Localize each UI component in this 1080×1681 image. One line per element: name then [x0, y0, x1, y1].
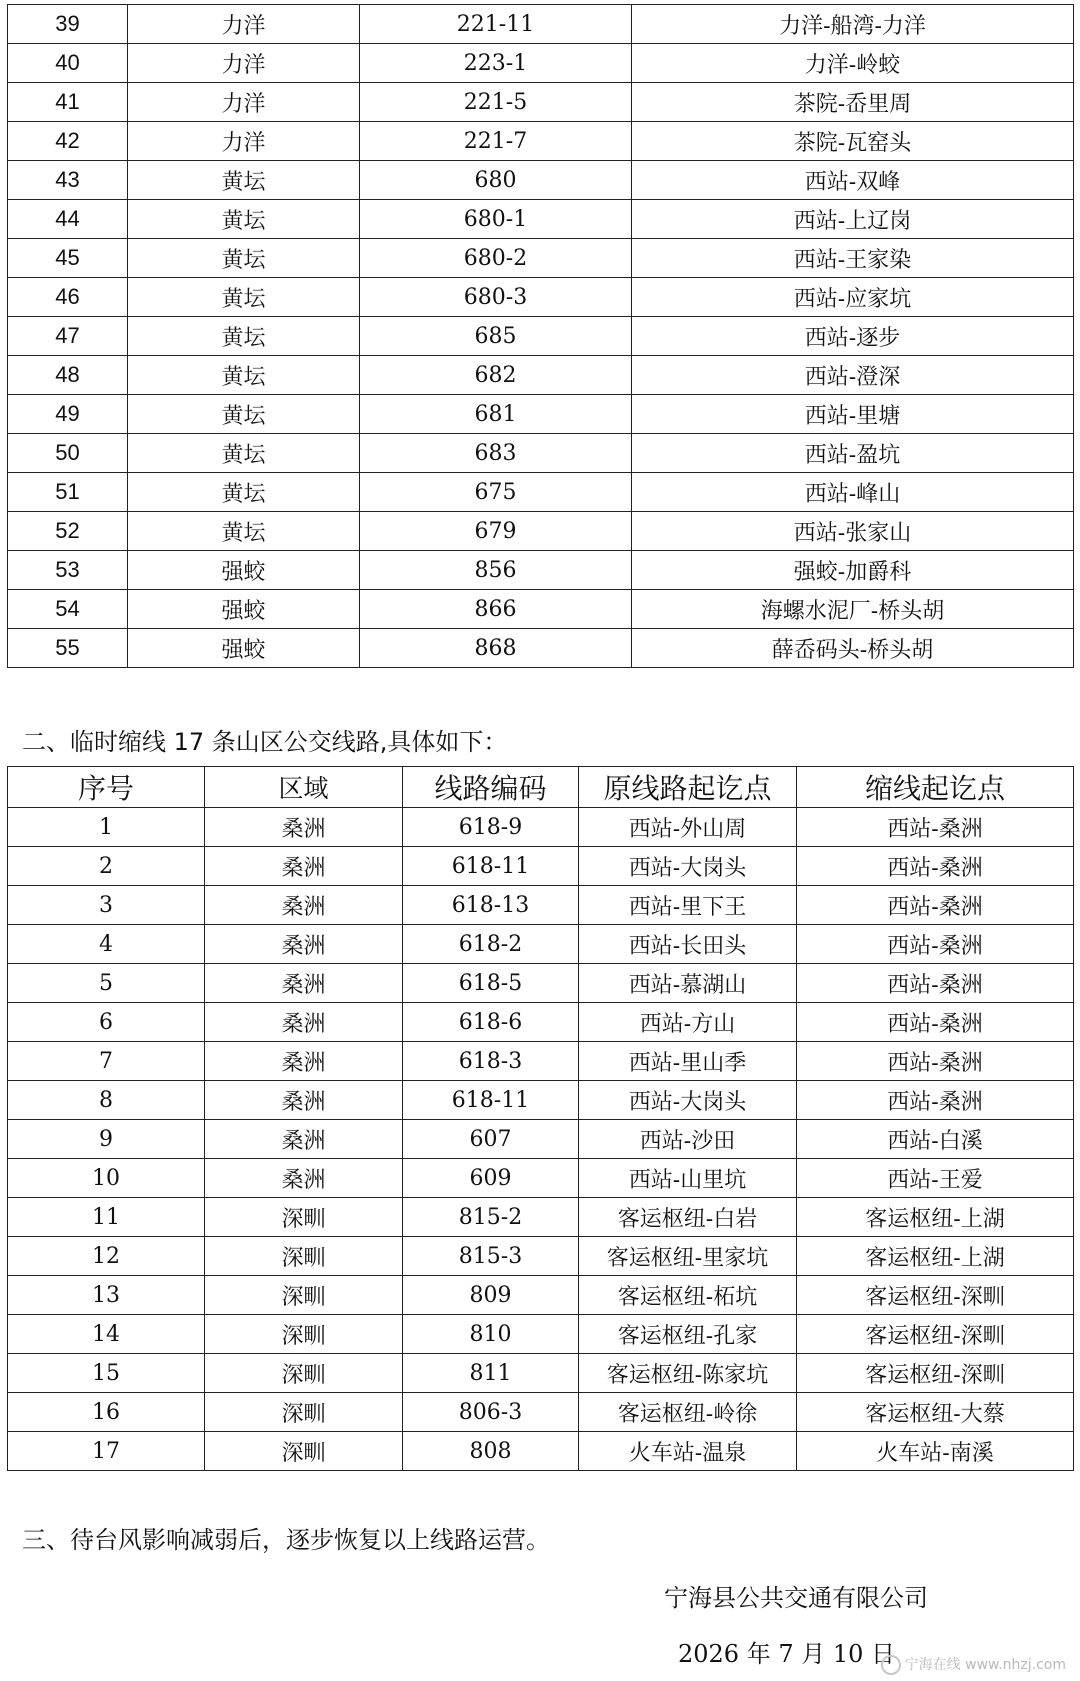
area-cell: 桑洲: [205, 964, 403, 1003]
route-code-cell: 815-3: [403, 1237, 579, 1276]
route-code-cell: 221-11: [360, 5, 632, 44]
endpoints-cell: 西站-里塘: [632, 395, 1074, 434]
original-endpoints-cell: 西站-外山周: [579, 808, 797, 847]
area-cell: 深甽: [205, 1198, 403, 1237]
route-code-cell: 682: [360, 356, 632, 395]
table-row: [8, 239, 1074, 278]
original-endpoints-cell: 火车站-温泉: [579, 1432, 797, 1471]
header-original-endpoints: 原线路起讫点: [579, 767, 797, 808]
header-shortened-endpoints: 缩线起讫点: [797, 767, 1074, 808]
endpoints-cell: 西站-盈坑: [632, 434, 1074, 473]
seq-cell: 7: [8, 1042, 205, 1081]
route-code-cell: 680-3: [360, 278, 632, 317]
seq-cell: 8: [8, 1081, 205, 1120]
original-endpoints-cell: 客运枢纽-里家坑: [579, 1237, 797, 1276]
area-cell: 桑洲: [205, 1159, 403, 1198]
route-code-cell: 618-11: [403, 1081, 579, 1120]
header-area: 区域: [205, 767, 403, 808]
area-cell: 黄坛: [128, 512, 360, 551]
area-cell: 黄坛: [128, 239, 360, 278]
table-row: [8, 161, 1074, 200]
area-cell: 黄坛: [128, 473, 360, 512]
area-cell: 力洋: [128, 83, 360, 122]
endpoints-cell: 西站-张家山: [632, 512, 1074, 551]
endpoints-cell: 西站-王家染: [632, 239, 1074, 278]
seq-cell: 5: [8, 964, 205, 1003]
endpoints-cell: 西站-澄深: [632, 356, 1074, 395]
table-row: [8, 1003, 1074, 1042]
header-route-code: 线路编码: [403, 767, 579, 808]
endpoints-cell: 茶院-瓦窑头: [632, 122, 1074, 161]
area-cell: 黄坛: [128, 395, 360, 434]
seq-cell: 40: [8, 44, 128, 83]
original-endpoints-cell: 客运枢纽-岭徐: [579, 1393, 797, 1432]
route-code-cell: 675: [360, 473, 632, 512]
area-cell: 黄坛: [128, 317, 360, 356]
area-cell: 桑洲: [205, 886, 403, 925]
shortened-endpoints-cell: 西站-桑洲: [797, 1003, 1074, 1042]
seq-cell: 15: [8, 1354, 205, 1393]
route-code-cell: 618-5: [403, 964, 579, 1003]
table-row: [8, 5, 1074, 44]
area-cell: 黄坛: [128, 161, 360, 200]
area-cell: 桑洲: [205, 1003, 403, 1042]
table-row: [8, 83, 1074, 122]
table-row: [8, 925, 1074, 964]
table-row: [8, 1354, 1074, 1393]
route-code-cell: 866: [360, 590, 632, 629]
route-table-continued: [7, 4, 1074, 668]
area-cell: 黄坛: [128, 200, 360, 239]
table-row: [8, 1120, 1074, 1159]
route-code-cell: 809: [403, 1276, 579, 1315]
route-code-cell: 806-3: [403, 1393, 579, 1432]
watermark-logo-icon: [881, 1655, 901, 1675]
seq-cell: 52: [8, 512, 128, 551]
table-row: [8, 1081, 1074, 1120]
seq-cell: 14: [8, 1315, 205, 1354]
section-3-text: 三、待台风影响减弱后，逐步恢复以上线路运营。: [22, 1526, 550, 1554]
shortened-endpoints-cell: 西站-桑洲: [797, 886, 1074, 925]
original-endpoints-cell: 客运枢纽-白岩: [579, 1198, 797, 1237]
seq-cell: 2: [8, 847, 205, 886]
area-cell: 深甽: [205, 1354, 403, 1393]
original-endpoints-cell: 西站-长田头: [579, 925, 797, 964]
route-code-cell: 815-2: [403, 1198, 579, 1237]
endpoints-cell: 西站-上辽岗: [632, 200, 1074, 239]
seq-cell: 6: [8, 1003, 205, 1042]
seq-cell: 47: [8, 317, 128, 356]
route-code-cell: 808: [403, 1432, 579, 1471]
shortened-endpoints-cell: 西站-桑洲: [797, 1081, 1074, 1120]
table-row: [8, 590, 1074, 629]
area-cell: 力洋: [128, 44, 360, 83]
area-cell: 黄坛: [128, 278, 360, 317]
route-table-body: [8, 5, 1074, 668]
table-row: [8, 512, 1074, 551]
seq-cell: 50: [8, 434, 128, 473]
watermark-text: 宁海在线 www.nhzj.com: [904, 1657, 1066, 1673]
area-cell: 强蛟: [128, 629, 360, 668]
area-cell: 力洋: [128, 5, 360, 44]
seq-cell: 49: [8, 395, 128, 434]
table-row: [8, 551, 1074, 590]
seq-cell: 17: [8, 1432, 205, 1471]
route-code-cell: 810: [403, 1315, 579, 1354]
seq-cell: 44: [8, 200, 128, 239]
route-code-cell: 609: [403, 1159, 579, 1198]
shortened-endpoints-cell: 客运枢纽-深甽: [797, 1276, 1074, 1315]
table-row: [8, 629, 1074, 668]
area-cell: 桑洲: [205, 925, 403, 964]
section-2-heading: 二、临时缩线 17 条山区公交线路,具体如下：: [22, 728, 508, 756]
area-cell: 桑洲: [205, 847, 403, 886]
shortened-endpoints-cell: 客运枢纽-上湖: [797, 1198, 1074, 1237]
seq-cell: 11: [8, 1198, 205, 1237]
route-code-cell: 618-2: [403, 925, 579, 964]
route-code-cell: 680-2: [360, 239, 632, 278]
seq-cell: 12: [8, 1237, 205, 1276]
shortened-endpoints-cell: 西站-桑洲: [797, 808, 1074, 847]
seq-cell: 54: [8, 590, 128, 629]
table-row: [8, 1198, 1074, 1237]
seq-cell: 10: [8, 1159, 205, 1198]
table-header-row: [8, 767, 1074, 808]
route-code-cell: 868: [360, 629, 632, 668]
table-row: [8, 1042, 1074, 1081]
route-code-cell: 223-1: [360, 44, 632, 83]
endpoints-cell: 薛岙码头-桥头胡: [632, 629, 1074, 668]
watermark: [881, 1654, 1066, 1675]
table-row: [8, 395, 1074, 434]
original-endpoints-cell: 西站-山里坑: [579, 1159, 797, 1198]
route-code-cell: 680-1: [360, 200, 632, 239]
route-code-cell: 618-9: [403, 808, 579, 847]
shortened-endpoints-cell: 客运枢纽-深甽: [797, 1315, 1074, 1354]
route-code-cell: 618-13: [403, 886, 579, 925]
shortened-endpoints-cell: 西站-白溪: [797, 1120, 1074, 1159]
table-row: [8, 808, 1074, 847]
signature-date: 2026 年 7 月 10 日: [678, 1640, 896, 1668]
table-row: [8, 317, 1074, 356]
table-row: [8, 434, 1074, 473]
route-code-cell: 680: [360, 161, 632, 200]
shortened-routes-body: [8, 808, 1074, 1471]
route-code-cell: 679: [360, 512, 632, 551]
company-signature: 宁海县公共交通有限公司: [664, 1584, 928, 1612]
area-cell: 桑洲: [205, 1120, 403, 1159]
route-code-cell: 221-7: [360, 122, 632, 161]
original-endpoints-cell: 西站-沙田: [579, 1120, 797, 1159]
table-row: [8, 1432, 1074, 1471]
table-row: [8, 847, 1074, 886]
endpoints-cell: 西站-双峰: [632, 161, 1074, 200]
seq-cell: 39: [8, 5, 128, 44]
table-row: [8, 278, 1074, 317]
table-row: [8, 200, 1074, 239]
endpoints-cell: 强蛟-加爵科: [632, 551, 1074, 590]
area-cell: 强蛟: [128, 590, 360, 629]
route-code-cell: 607: [403, 1120, 579, 1159]
endpoints-cell: 西站-峰山: [632, 473, 1074, 512]
table-row: [8, 1237, 1074, 1276]
area-cell: 桑洲: [205, 808, 403, 847]
route-code-cell: 811: [403, 1354, 579, 1393]
endpoints-cell: 茶院-岙里周: [632, 83, 1074, 122]
route-code-cell: 618-3: [403, 1042, 579, 1081]
seq-cell: 51: [8, 473, 128, 512]
seq-cell: 16: [8, 1393, 205, 1432]
area-cell: 桑洲: [205, 1081, 403, 1120]
seq-cell: 1: [8, 808, 205, 847]
area-cell: 深甽: [205, 1393, 403, 1432]
route-code-cell: 221-5: [360, 83, 632, 122]
original-endpoints-cell: 客运枢纽-柘坑: [579, 1276, 797, 1315]
table-row: [8, 1276, 1074, 1315]
original-endpoints-cell: 西站-里下王: [579, 886, 797, 925]
area-cell: 黄坛: [128, 356, 360, 395]
route-code-cell: 618-11: [403, 847, 579, 886]
shortened-endpoints-cell: 西站-桑洲: [797, 1042, 1074, 1081]
area-cell: 力洋: [128, 122, 360, 161]
table-row: [8, 1315, 1074, 1354]
seq-cell: 41: [8, 83, 128, 122]
shortened-endpoints-cell: 客运枢纽-深甽: [797, 1354, 1074, 1393]
shortened-endpoints-cell: 西站-王爱: [797, 1159, 1074, 1198]
shortened-endpoints-cell: 西站-桑洲: [797, 847, 1074, 886]
table-row: [8, 356, 1074, 395]
seq-cell: 9: [8, 1120, 205, 1159]
shortened-endpoints-cell: 客运枢纽-上湖: [797, 1237, 1074, 1276]
seq-cell: 45: [8, 239, 128, 278]
table-row: [8, 886, 1074, 925]
table-row: [8, 122, 1074, 161]
seq-cell: 46: [8, 278, 128, 317]
header-seq: 序号: [8, 767, 205, 808]
area-cell: 深甽: [205, 1237, 403, 1276]
table-row: [8, 1393, 1074, 1432]
route-code-cell: 681: [360, 395, 632, 434]
table-row: [8, 1159, 1074, 1198]
seq-cell: 42: [8, 122, 128, 161]
area-cell: 黄坛: [128, 434, 360, 473]
route-code-cell: 685: [360, 317, 632, 356]
seq-cell: 43: [8, 161, 128, 200]
seq-cell: 13: [8, 1276, 205, 1315]
endpoints-cell: 西站-逐步: [632, 317, 1074, 356]
seq-cell: 3: [8, 886, 205, 925]
area-cell: 桑洲: [205, 1042, 403, 1081]
original-endpoints-cell: 西站-大岗头: [579, 847, 797, 886]
seq-cell: 4: [8, 925, 205, 964]
original-endpoints-cell: 西站-慕湖山: [579, 964, 797, 1003]
original-endpoints-cell: 客运枢纽-陈家坑: [579, 1354, 797, 1393]
original-endpoints-cell: 客运枢纽-孔家: [579, 1315, 797, 1354]
endpoints-cell: 海螺水泥厂-桥头胡: [632, 590, 1074, 629]
area-cell: 强蛟: [128, 551, 360, 590]
endpoints-cell: 力洋-船湾-力洋: [632, 5, 1074, 44]
endpoints-cell: 西站-应家坑: [632, 278, 1074, 317]
route-code-cell: 683: [360, 434, 632, 473]
seq-cell: 48: [8, 356, 128, 395]
route-code-cell: 618-6: [403, 1003, 579, 1042]
table-row: [8, 44, 1074, 83]
area-cell: 深甽: [205, 1315, 403, 1354]
original-endpoints-cell: 西站-里山季: [579, 1042, 797, 1081]
original-endpoints-cell: 西站-方山: [579, 1003, 797, 1042]
area-cell: 深甽: [205, 1432, 403, 1471]
table-row: [8, 964, 1074, 1003]
table-row: [8, 473, 1074, 512]
seq-cell: 53: [8, 551, 128, 590]
endpoints-cell: 力洋-岭蛟: [632, 44, 1074, 83]
shortened-endpoints-cell: 西站-桑洲: [797, 925, 1074, 964]
area-cell: 深甽: [205, 1276, 403, 1315]
shortened-routes-table: [7, 766, 1074, 1471]
original-endpoints-cell: 西站-大岗头: [579, 1081, 797, 1120]
shortened-endpoints-cell: 客运枢纽-大蔡: [797, 1393, 1074, 1432]
shortened-endpoints-cell: 火车站-南溪: [797, 1432, 1074, 1471]
shortened-endpoints-cell: 西站-桑洲: [797, 964, 1074, 1003]
route-code-cell: 856: [360, 551, 632, 590]
seq-cell: 55: [8, 629, 128, 668]
